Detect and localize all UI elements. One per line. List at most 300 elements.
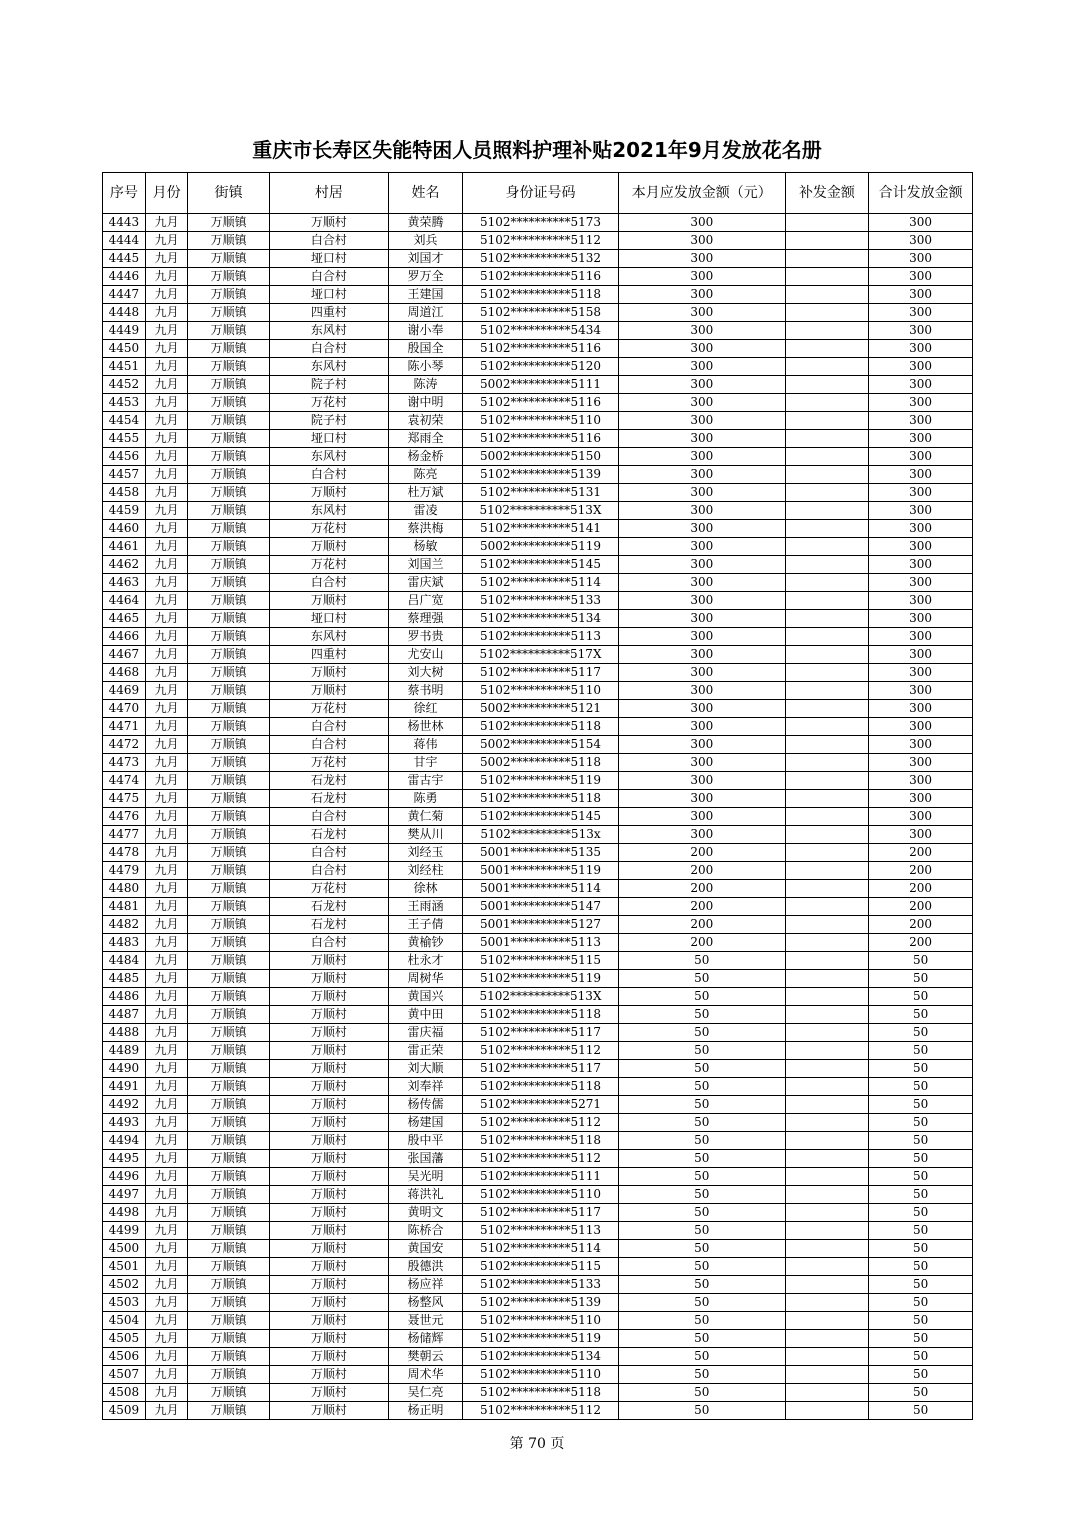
cell-id-number: 5102**********5139 <box>463 466 619 484</box>
cell-town: 万顺镇 <box>188 808 269 826</box>
cell-month: 九月 <box>145 1114 188 1132</box>
cell-name: 吴光明 <box>388 1168 462 1186</box>
cell-village: 万顺村 <box>269 1312 388 1330</box>
cell-index: 4467 <box>103 646 146 664</box>
cell-index: 4446 <box>103 268 146 286</box>
cell-name: 雷庆福 <box>388 1024 462 1042</box>
cell-id-number: 5102**********5112 <box>463 232 619 250</box>
table-row <box>103 682 973 700</box>
cell-town: 万顺镇 <box>188 304 269 322</box>
cell-month: 九月 <box>145 268 188 286</box>
cell-total-amount: 300 <box>869 430 973 448</box>
cell-month: 九月 <box>145 1132 188 1150</box>
cell-back-pay <box>785 412 868 430</box>
cell-back-pay <box>785 232 868 250</box>
cell-month: 九月 <box>145 700 188 718</box>
cell-monthly-amount: 300 <box>618 340 785 358</box>
cell-monthly-amount: 300 <box>618 718 785 736</box>
cell-total-amount: 50 <box>869 1222 973 1240</box>
cell-monthly-amount: 300 <box>618 574 785 592</box>
cell-village: 万顺村 <box>269 1006 388 1024</box>
cell-back-pay <box>785 1276 868 1294</box>
cell-village: 石龙村 <box>269 826 388 844</box>
cell-month: 九月 <box>145 754 188 772</box>
cell-village: 万顺村 <box>269 1258 388 1276</box>
cell-town: 万顺镇 <box>188 592 269 610</box>
cell-town: 万顺镇 <box>188 1366 269 1384</box>
cell-month: 九月 <box>145 520 188 538</box>
table-row <box>103 574 973 592</box>
cell-village: 白合村 <box>269 808 388 826</box>
cell-id-number: 5102**********5118 <box>463 1384 619 1402</box>
cell-name: 黄仁菊 <box>388 808 462 826</box>
cell-month: 九月 <box>145 1060 188 1078</box>
cell-back-pay <box>785 484 868 502</box>
cell-index: 4460 <box>103 520 146 538</box>
cell-index: 4452 <box>103 376 146 394</box>
table-row <box>103 1330 973 1348</box>
cell-name: 黄明文 <box>388 1204 462 1222</box>
cell-total-amount: 50 <box>869 988 973 1006</box>
cell-back-pay <box>785 1366 868 1384</box>
cell-name: 黄国安 <box>388 1240 462 1258</box>
cell-back-pay <box>785 628 868 646</box>
cell-town: 万顺镇 <box>188 934 269 952</box>
cell-monthly-amount: 300 <box>618 502 785 520</box>
col-header-back-pay: 补发金额 <box>785 173 868 214</box>
cell-back-pay <box>785 1042 868 1060</box>
cell-total-amount: 300 <box>869 538 973 556</box>
cell-back-pay <box>785 502 868 520</box>
cell-name: 徐林 <box>388 880 462 898</box>
cell-index: 4465 <box>103 610 146 628</box>
table-row <box>103 1168 973 1186</box>
cell-month: 九月 <box>145 286 188 304</box>
cell-total-amount: 50 <box>869 1348 973 1366</box>
col-header-month: 月份 <box>145 173 188 214</box>
cell-town: 万顺镇 <box>188 502 269 520</box>
table-row <box>103 520 973 538</box>
cell-month: 九月 <box>145 880 188 898</box>
cell-village: 东风村 <box>269 502 388 520</box>
cell-month: 九月 <box>145 862 188 880</box>
cell-name: 雷庆斌 <box>388 574 462 592</box>
cell-town: 万顺镇 <box>188 880 269 898</box>
table-row <box>103 790 973 808</box>
cell-index: 4509 <box>103 1402 146 1420</box>
cell-month: 九月 <box>145 484 188 502</box>
cell-total-amount: 300 <box>869 790 973 808</box>
cell-id-number: 5102**********5117 <box>463 1060 619 1078</box>
cell-month: 九月 <box>145 556 188 574</box>
cell-village: 垭口村 <box>269 430 388 448</box>
cell-village: 万顺村 <box>269 592 388 610</box>
cell-town: 万顺镇 <box>188 1402 269 1420</box>
cell-id-number: 5102**********5116 <box>463 340 619 358</box>
cell-back-pay <box>785 1402 868 1420</box>
cell-id-number: 5002**********5111 <box>463 376 619 394</box>
cell-total-amount: 200 <box>869 898 973 916</box>
cell-total-amount: 300 <box>869 340 973 358</box>
cell-total-amount: 300 <box>869 322 973 340</box>
col-header-town: 街镇 <box>188 173 269 214</box>
cell-back-pay <box>785 1240 868 1258</box>
table-row <box>103 1312 973 1330</box>
cell-town: 万顺镇 <box>188 1330 269 1348</box>
cell-total-amount: 300 <box>869 808 973 826</box>
cell-id-number: 5102**********5119 <box>463 1330 619 1348</box>
cell-back-pay <box>785 1150 868 1168</box>
table-row <box>103 1348 973 1366</box>
cell-total-amount: 50 <box>869 1294 973 1312</box>
cell-town: 万顺镇 <box>188 1384 269 1402</box>
table-row <box>103 1294 973 1312</box>
cell-back-pay <box>785 862 868 880</box>
cell-index: 4503 <box>103 1294 146 1312</box>
cell-name: 雷凌 <box>388 502 462 520</box>
table-row <box>103 1024 973 1042</box>
table-row <box>103 754 973 772</box>
cell-name: 刘经玉 <box>388 844 462 862</box>
table-row <box>103 718 973 736</box>
table-row <box>103 538 973 556</box>
cell-town: 万顺镇 <box>188 1078 269 1096</box>
cell-village: 万顺村 <box>269 1186 388 1204</box>
cell-village: 万顺村 <box>269 484 388 502</box>
cell-index: 4462 <box>103 556 146 574</box>
cell-total-amount: 50 <box>869 1204 973 1222</box>
cell-id-number: 5102**********5116 <box>463 430 619 448</box>
table-row <box>103 286 973 304</box>
cell-town: 万顺镇 <box>188 376 269 394</box>
cell-id-number: 5102**********5145 <box>463 808 619 826</box>
table-row <box>103 826 973 844</box>
cell-town: 万顺镇 <box>188 1150 269 1168</box>
cell-month: 九月 <box>145 988 188 1006</box>
cell-name: 杨整风 <box>388 1294 462 1312</box>
cell-total-amount: 50 <box>869 1006 973 1024</box>
cell-total-amount: 300 <box>869 610 973 628</box>
cell-monthly-amount: 50 <box>618 1294 785 1312</box>
cell-back-pay <box>785 1330 868 1348</box>
cell-name: 徐红 <box>388 700 462 718</box>
cell-town: 万顺镇 <box>188 448 269 466</box>
cell-monthly-amount: 50 <box>618 1258 785 1276</box>
cell-village: 白合村 <box>269 232 388 250</box>
cell-index: 4478 <box>103 844 146 862</box>
cell-index: 4463 <box>103 574 146 592</box>
cell-monthly-amount: 300 <box>618 232 785 250</box>
cell-month: 九月 <box>145 502 188 520</box>
cell-back-pay <box>785 952 868 970</box>
cell-index: 4448 <box>103 304 146 322</box>
table-row <box>103 988 973 1006</box>
cell-back-pay <box>785 844 868 862</box>
cell-total-amount: 300 <box>869 484 973 502</box>
col-header-total-amount: 合计发放金额 <box>869 173 973 214</box>
cell-village: 万顺村 <box>269 1366 388 1384</box>
table-row <box>103 1042 973 1060</box>
page-number: 第 70 页 <box>509 1436 565 1452</box>
cell-back-pay <box>785 1294 868 1312</box>
cell-village: 万顺村 <box>269 1402 388 1420</box>
cell-town: 万顺镇 <box>188 862 269 880</box>
table-row <box>103 1366 973 1384</box>
table-row <box>103 268 973 286</box>
cell-total-amount: 50 <box>869 1402 973 1420</box>
cell-total-amount: 300 <box>869 700 973 718</box>
cell-name: 周术华 <box>388 1366 462 1384</box>
cell-id-number: 5102**********513X <box>463 988 619 1006</box>
cell-monthly-amount: 50 <box>618 1384 785 1402</box>
cell-village: 院子村 <box>269 376 388 394</box>
cell-id-number: 5102**********5139 <box>463 1294 619 1312</box>
cell-monthly-amount: 200 <box>618 898 785 916</box>
cell-town: 万顺镇 <box>188 1114 269 1132</box>
cell-month: 九月 <box>145 808 188 826</box>
cell-back-pay <box>785 250 868 268</box>
cell-id-number: 5102**********5114 <box>463 1240 619 1258</box>
cell-total-amount: 300 <box>869 466 973 484</box>
cell-total-amount: 300 <box>869 664 973 682</box>
cell-name: 刘国兰 <box>388 556 462 574</box>
cell-name: 甘宇 <box>388 754 462 772</box>
cell-month: 九月 <box>145 1348 188 1366</box>
cell-id-number: 5102**********5118 <box>463 1078 619 1096</box>
cell-id-number: 5102**********5117 <box>463 1204 619 1222</box>
cell-month: 九月 <box>145 664 188 682</box>
cell-town: 万顺镇 <box>188 1168 269 1186</box>
cell-total-amount: 300 <box>869 556 973 574</box>
cell-name: 黄中田 <box>388 1006 462 1024</box>
cell-total-amount: 50 <box>869 1312 973 1330</box>
cell-month: 九月 <box>145 1024 188 1042</box>
cell-back-pay <box>785 1258 868 1276</box>
cell-index: 4491 <box>103 1078 146 1096</box>
table-row <box>103 1402 973 1420</box>
page-title: 重庆市长寿区失能特困人员照料护理补贴2021年9月发放花名册 <box>252 138 822 162</box>
cell-total-amount: 50 <box>869 1186 973 1204</box>
cell-name: 杨金桥 <box>388 448 462 466</box>
cell-id-number: 5102**********5112 <box>463 1042 619 1060</box>
cell-index: 4459 <box>103 502 146 520</box>
cell-name: 杨应祥 <box>388 1276 462 1294</box>
cell-back-pay <box>785 1222 868 1240</box>
table-row <box>103 358 973 376</box>
cell-index: 4489 <box>103 1042 146 1060</box>
table-row <box>103 700 973 718</box>
cell-name: 杨敏 <box>388 538 462 556</box>
cell-village: 万顺村 <box>269 1078 388 1096</box>
cell-id-number: 5102**********5434 <box>463 322 619 340</box>
cell-index: 4480 <box>103 880 146 898</box>
cell-village: 白合村 <box>269 736 388 754</box>
cell-id-number: 5102**********5115 <box>463 952 619 970</box>
cell-monthly-amount: 50 <box>618 1330 785 1348</box>
cell-village: 万顺村 <box>269 952 388 970</box>
cell-id-number: 5102**********5141 <box>463 520 619 538</box>
cell-village: 垭口村 <box>269 250 388 268</box>
cell-monthly-amount: 300 <box>618 358 785 376</box>
cell-monthly-amount: 300 <box>618 754 785 772</box>
cell-id-number: 5102**********517X <box>463 646 619 664</box>
cell-name: 黄国兴 <box>388 988 462 1006</box>
cell-month: 九月 <box>145 1258 188 1276</box>
cell-id-number: 5001**********5127 <box>463 916 619 934</box>
cell-monthly-amount: 200 <box>618 862 785 880</box>
cell-month: 九月 <box>145 1168 188 1186</box>
cell-village: 万顺村 <box>269 1330 388 1348</box>
roster-table <box>102 172 973 1420</box>
table-row <box>103 1150 973 1168</box>
cell-back-pay <box>785 556 868 574</box>
cell-monthly-amount: 300 <box>618 268 785 286</box>
table-row <box>103 448 973 466</box>
cell-month: 九月 <box>145 394 188 412</box>
cell-name: 周道江 <box>388 304 462 322</box>
cell-id-number: 5102**********5118 <box>463 1132 619 1150</box>
cell-total-amount: 50 <box>869 1096 973 1114</box>
cell-monthly-amount: 50 <box>618 1168 785 1186</box>
cell-village: 万顺村 <box>269 1348 388 1366</box>
cell-back-pay <box>785 790 868 808</box>
cell-month: 九月 <box>145 340 188 358</box>
cell-town: 万顺镇 <box>188 970 269 988</box>
cell-monthly-amount: 300 <box>618 808 785 826</box>
cell-month: 九月 <box>145 1330 188 1348</box>
cell-id-number: 5002**********5150 <box>463 448 619 466</box>
cell-id-number: 5102**********5116 <box>463 268 619 286</box>
cell-month: 九月 <box>145 430 188 448</box>
cell-name: 王子倩 <box>388 916 462 934</box>
cell-name: 郑雨全 <box>388 430 462 448</box>
cell-town: 万顺镇 <box>188 520 269 538</box>
cell-name: 蔡理强 <box>388 610 462 628</box>
cell-town: 万顺镇 <box>188 1024 269 1042</box>
cell-monthly-amount: 300 <box>618 772 785 790</box>
cell-id-number: 5102**********5113 <box>463 628 619 646</box>
cell-total-amount: 200 <box>869 844 973 862</box>
cell-id-number: 5001**********5147 <box>463 898 619 916</box>
cell-id-number: 5102**********5112 <box>463 1114 619 1132</box>
cell-monthly-amount: 300 <box>618 430 785 448</box>
table-row <box>103 556 973 574</box>
cell-back-pay <box>785 1204 868 1222</box>
cell-index: 4479 <box>103 862 146 880</box>
cell-id-number: 5002**********5119 <box>463 538 619 556</box>
cell-back-pay <box>785 880 868 898</box>
cell-index: 4455 <box>103 430 146 448</box>
cell-index: 4461 <box>103 538 146 556</box>
cell-month: 九月 <box>145 1204 188 1222</box>
cell-name: 樊从川 <box>388 826 462 844</box>
cell-index: 4470 <box>103 700 146 718</box>
cell-month: 九月 <box>145 1096 188 1114</box>
cell-name: 吴仁亮 <box>388 1384 462 1402</box>
cell-name: 杜万斌 <box>388 484 462 502</box>
cell-monthly-amount: 300 <box>618 484 785 502</box>
cell-back-pay <box>785 592 868 610</box>
cell-total-amount: 300 <box>869 394 973 412</box>
cell-name: 张国藩 <box>388 1150 462 1168</box>
table-row <box>103 736 973 754</box>
cell-town: 万顺镇 <box>188 718 269 736</box>
cell-index: 4484 <box>103 952 146 970</box>
cell-index: 4445 <box>103 250 146 268</box>
cell-monthly-amount: 50 <box>618 1186 785 1204</box>
col-header-index: 序号 <box>103 173 146 214</box>
cell-monthly-amount: 50 <box>618 1042 785 1060</box>
cell-month: 九月 <box>145 916 188 934</box>
cell-index: 4477 <box>103 826 146 844</box>
table-row <box>103 394 973 412</box>
cell-name: 雷古宇 <box>388 772 462 790</box>
cell-back-pay <box>785 1348 868 1366</box>
cell-back-pay <box>785 754 868 772</box>
cell-monthly-amount: 300 <box>618 286 785 304</box>
cell-back-pay <box>785 826 868 844</box>
cell-town: 万顺镇 <box>188 1096 269 1114</box>
cell-month: 九月 <box>145 322 188 340</box>
cell-month: 九月 <box>145 646 188 664</box>
cell-total-amount: 300 <box>869 376 973 394</box>
cell-month: 九月 <box>145 1402 188 1420</box>
cell-name: 陈亮 <box>388 466 462 484</box>
table-row <box>103 1240 973 1258</box>
table-row <box>103 430 973 448</box>
cell-total-amount: 300 <box>869 718 973 736</box>
table-row <box>103 610 973 628</box>
cell-total-amount: 300 <box>869 448 973 466</box>
cell-index: 4496 <box>103 1168 146 1186</box>
cell-village: 东风村 <box>269 628 388 646</box>
cell-index: 4457 <box>103 466 146 484</box>
cell-name: 周树华 <box>388 970 462 988</box>
cell-town: 万顺镇 <box>188 1240 269 1258</box>
cell-village: 白合村 <box>269 844 388 862</box>
cell-name: 樊朝云 <box>388 1348 462 1366</box>
table-row <box>103 934 973 952</box>
cell-index: 4464 <box>103 592 146 610</box>
cell-monthly-amount: 50 <box>618 1114 785 1132</box>
cell-name: 刘兵 <box>388 232 462 250</box>
cell-monthly-amount: 300 <box>618 304 785 322</box>
cell-monthly-amount: 300 <box>618 394 785 412</box>
cell-index: 4495 <box>103 1150 146 1168</box>
cell-back-pay <box>785 538 868 556</box>
cell-total-amount: 50 <box>869 1258 973 1276</box>
cell-village: 万顺村 <box>269 988 388 1006</box>
cell-total-amount: 200 <box>869 862 973 880</box>
cell-monthly-amount: 300 <box>618 610 785 628</box>
cell-town: 万顺镇 <box>188 574 269 592</box>
cell-town: 万顺镇 <box>188 412 269 430</box>
cell-back-pay <box>785 358 868 376</box>
cell-name: 罗万全 <box>388 268 462 286</box>
cell-name: 刘经柱 <box>388 862 462 880</box>
cell-monthly-amount: 50 <box>618 1096 785 1114</box>
cell-back-pay <box>785 268 868 286</box>
cell-town: 万顺镇 <box>188 286 269 304</box>
table-row <box>103 898 973 916</box>
cell-monthly-amount: 300 <box>618 250 785 268</box>
cell-back-pay <box>785 304 868 322</box>
cell-village: 万花村 <box>269 880 388 898</box>
cell-month: 九月 <box>145 592 188 610</box>
cell-monthly-amount: 300 <box>618 790 785 808</box>
cell-town: 万顺镇 <box>188 1186 269 1204</box>
table-row <box>103 1186 973 1204</box>
